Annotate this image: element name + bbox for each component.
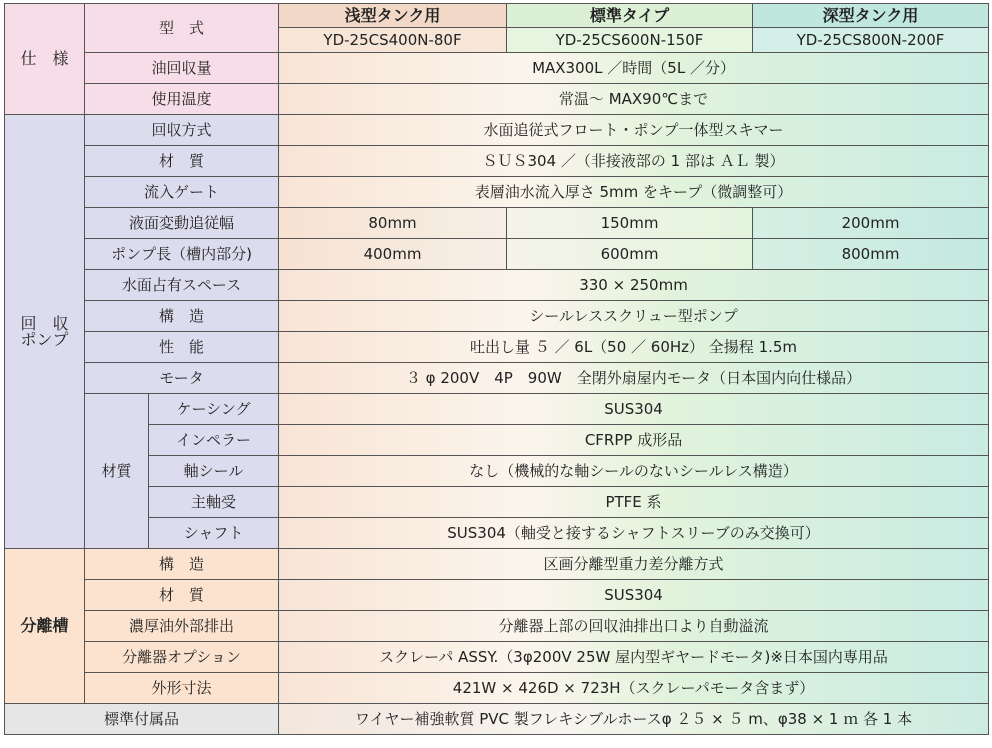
type-header-deep: 深型タンク用 [753, 4, 989, 28]
material-group-label: 材質 [85, 394, 149, 549]
row-label: 外形寸法 [85, 673, 279, 704]
row-value: ３ φ 200V 4P 90W 全閉外扇屋内モータ（日本国内向仕様品） [279, 363, 989, 394]
row-label: 構 造 [85, 549, 279, 580]
accessories-label: 標準付属品 [5, 704, 279, 735]
spec-table [4, 3, 989, 735]
table-row [5, 394, 989, 425]
row-label: シャフト [149, 518, 279, 549]
row-value: 吐出し量 ５ ／ 6L（50 ／ 60Hz） 全揚程 1.5m [279, 332, 989, 363]
row-value: SUS304（軸受と接するシャフトスリーブのみ交換可） [279, 518, 989, 549]
table-row [5, 456, 989, 487]
row-label: インペラー [149, 425, 279, 456]
model-number-standard: YD-25CS600N-150F [507, 28, 753, 53]
row-value: PTFE 系 [279, 487, 989, 518]
row-value: SUS304 [279, 394, 989, 425]
row-value-standard: 150mm [507, 208, 753, 239]
row-value: 水面追従式フロート・ポンプ一体型スキマー [279, 115, 989, 146]
table-row [5, 518, 989, 549]
row-value: 区画分離型重力差分離方式 [279, 549, 989, 580]
row-value: シールレススクリュー型ポンプ [279, 301, 989, 332]
row-value-deep: 200mm [753, 208, 989, 239]
table-row [5, 580, 989, 611]
table-row [5, 177, 989, 208]
section-separator-label: 分離槽 [5, 549, 85, 704]
table-row [5, 642, 989, 673]
row-value: なし（機械的な軸シールのないシールレス構造） [279, 456, 989, 487]
row-label: 軸シール [149, 456, 279, 487]
row-label: 油回収量 [85, 53, 279, 84]
row-label: ポンプ長（槽内部分) [85, 239, 279, 270]
row-label: ケーシング [149, 394, 279, 425]
row-label: 材 質 [85, 146, 279, 177]
table-row [5, 363, 989, 394]
table-row [5, 487, 989, 518]
accessories-value: ワイヤー補強軟質 PVC 製フレキシブルホースφ ２５ × ５ m、φ38 × 1 ｍ 各 1 本 [279, 704, 989, 735]
row-value: 常温～ MAX90℃まで [279, 84, 989, 115]
row-label: 濃厚油外部排出 [85, 611, 279, 642]
row-value: ＳＵＳ304 ／（非接液部の 1 部は ＡＬ 製） [279, 146, 989, 177]
row-label: 使用温度 [85, 84, 279, 115]
row-value-shallow: 80mm [279, 208, 507, 239]
table-row [5, 4, 989, 28]
table-row [5, 270, 989, 301]
table-row [5, 611, 989, 642]
row-value: 分離器上部の回収油排出口より自動溢流 [279, 611, 989, 642]
row-value-deep: 800mm [753, 239, 989, 270]
table-row [5, 239, 989, 270]
spec-sheet [4, 3, 988, 745]
type-header-standard: 標準タイプ [507, 4, 753, 28]
row-label: 主軸受 [149, 487, 279, 518]
section-pump-label [5, 115, 85, 549]
row-value: CFRPP 成形品 [279, 425, 989, 456]
row-label: 液面変動追従幅 [85, 208, 279, 239]
table-row [5, 549, 989, 580]
row-label: 性 能 [85, 332, 279, 363]
table-row [5, 704, 989, 735]
row-label: 分離器オプション [85, 642, 279, 673]
type-header-shallow: 浅型タンク用 [279, 4, 507, 28]
table-row [5, 146, 989, 177]
model-type-label: 型 式 [85, 4, 279, 53]
row-value: MAX300L ／時間（5L ／分） [279, 53, 989, 84]
row-value: SUS304 [279, 580, 989, 611]
model-number-deep: YD-25CS800N-200F [753, 28, 989, 53]
table-row [5, 332, 989, 363]
table-row [5, 53, 989, 84]
row-value-shallow: 400mm [279, 239, 507, 270]
row-value-standard: 600mm [507, 239, 753, 270]
table-row [5, 425, 989, 456]
section-pump-line2: ポンプ [20, 329, 69, 349]
section-pump-line1: 回 収 [20, 313, 69, 333]
row-value: スクレーパ ASSY.（3φ200V 25W 屋内型ギヤードモータ)※日本国内専用品 [279, 642, 989, 673]
row-label: 水面占有スペース [85, 270, 279, 301]
row-label: 回収方式 [85, 115, 279, 146]
section-spec-label: 仕 様 [5, 4, 85, 115]
row-label: 材 質 [85, 580, 279, 611]
row-label: 流入ゲート [85, 177, 279, 208]
table-row [5, 208, 989, 239]
row-value: 表層油水流入厚さ 5mm をキープ（微調整可） [279, 177, 989, 208]
table-row [5, 115, 989, 146]
model-number-shallow: YD-25CS400N-80F [279, 28, 507, 53]
row-label: 構 造 [85, 301, 279, 332]
table-row [5, 673, 989, 704]
row-value: 421W × 426D × 723H（スクレーパモータ含まず） [279, 673, 989, 704]
row-label: モータ [85, 363, 279, 394]
table-row [5, 301, 989, 332]
table-row [5, 84, 989, 115]
row-value: 330 × 250mm [279, 270, 989, 301]
